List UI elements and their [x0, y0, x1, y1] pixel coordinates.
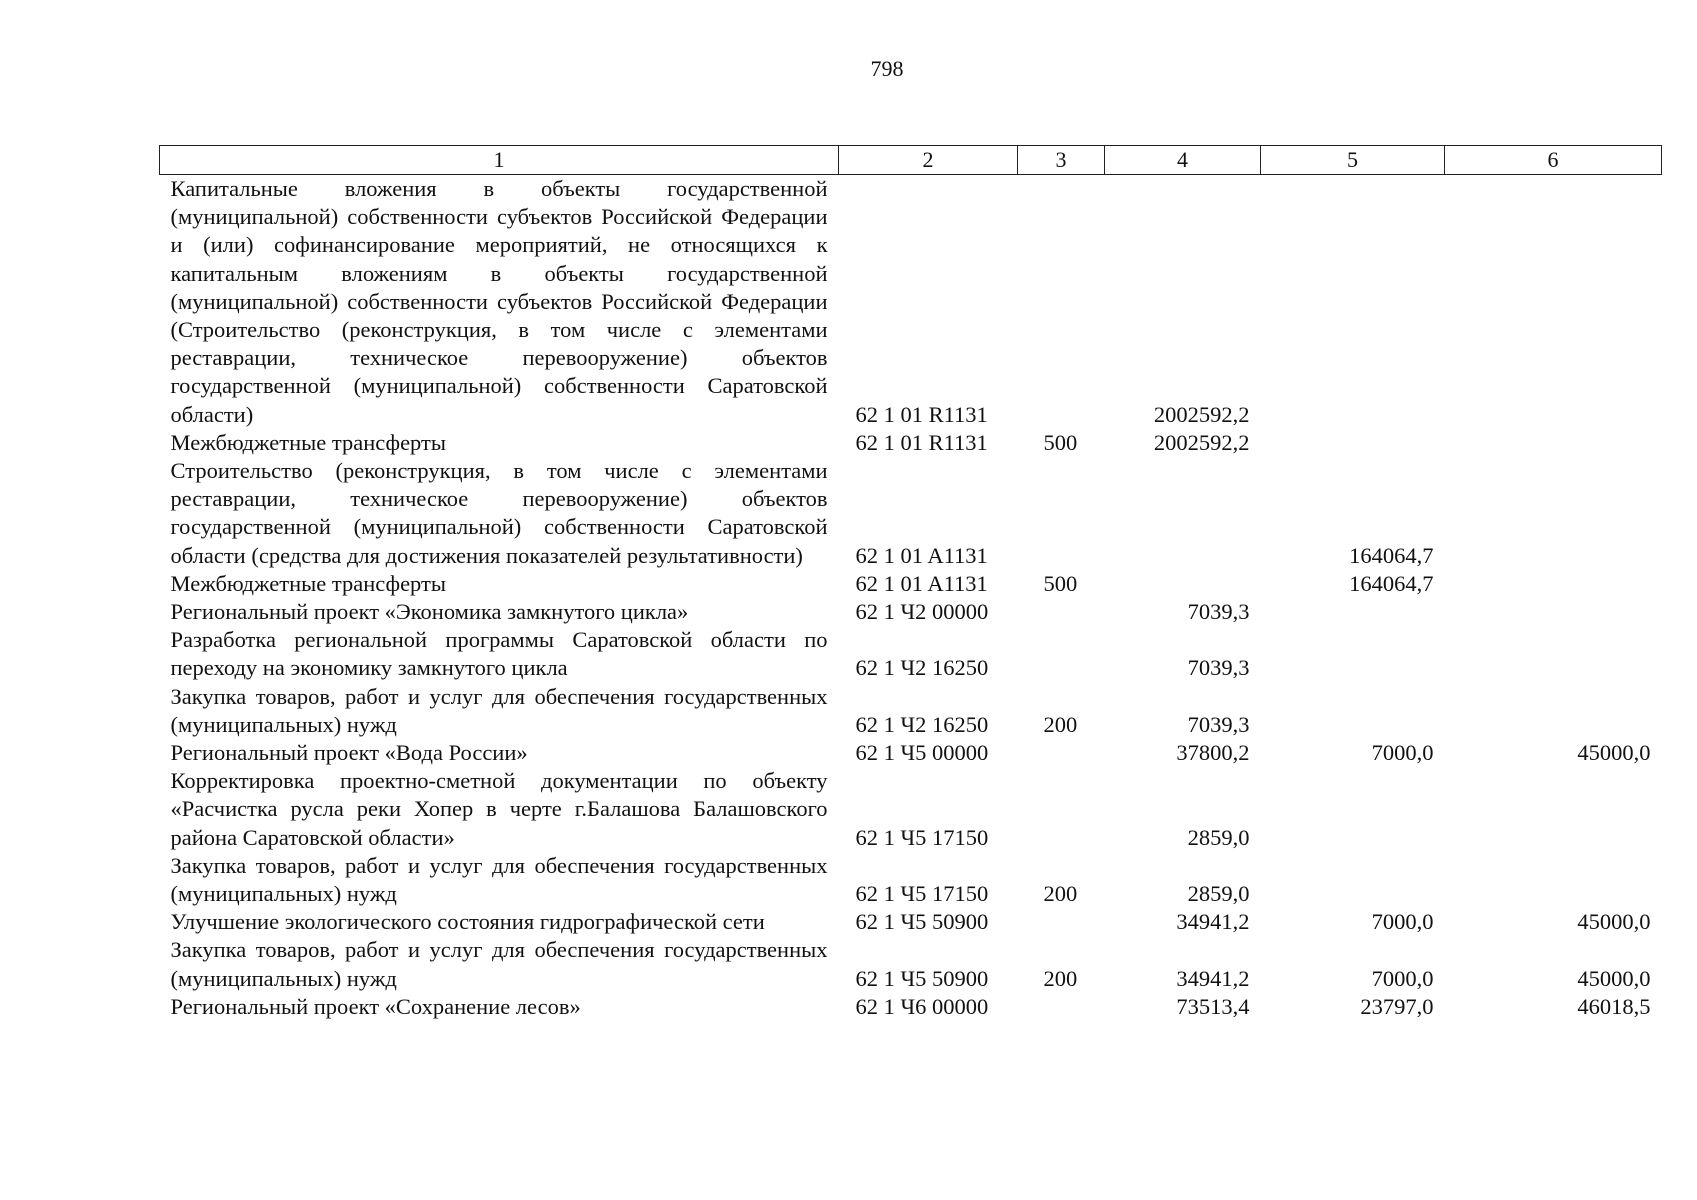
table-row	[160, 626, 1662, 682]
row-value-col-4: 2859,0	[1187, 824, 1250, 850]
page-number: 798	[870, 56, 904, 81]
row-name: Строительство (реконструкция, в том числе с элементами реставрации, техническое перевооружение) объектов государственной (муниципальной) собственности Саратовской области (средства для достижения показателей результативности)	[170, 458, 828, 568]
row-expense-type: 200	[1043, 881, 1078, 907]
table-body	[160, 175, 1662, 1022]
row-code: 62 1 Ч2 00000	[855, 599, 989, 625]
row-value-col-4: 7039,3	[1187, 655, 1250, 681]
row-name: Региональный проект «Сохранение лесов»	[170, 993, 581, 1019]
row-value-col-6	[1445, 767, 1662, 852]
row-value-col-6: 45000,0	[1577, 740, 1651, 766]
row-code: 62 1 01 R1131	[855, 429, 988, 455]
row-value-col-5: 164064,7	[1349, 542, 1434, 568]
row-value-col-5: 7000,0	[1371, 965, 1434, 991]
row-expense-type: 500	[1043, 429, 1078, 455]
row-expense-type	[1018, 457, 1105, 570]
row-code: 62 1 Ч5 17150	[855, 881, 989, 907]
row-value-col-4	[1105, 457, 1261, 570]
row-value-col-5	[1261, 175, 1445, 429]
header-row	[160, 146, 1662, 175]
row-name: Закупка товаров, работ и услуг для обеспечения государственных (муниципальных) нужд	[170, 683, 828, 737]
row-value-col-6: 46018,5	[1577, 993, 1651, 1019]
row-expense-type	[1018, 598, 1105, 626]
row-value-col-6	[1445, 175, 1662, 429]
row-name: Региональный проект «Вода России»	[170, 740, 528, 766]
row-value-col-5: 7000,0	[1371, 909, 1434, 935]
row-value-col-6: 45000,0	[1577, 965, 1651, 991]
table-row	[160, 175, 1662, 429]
row-expense-type: 500	[1043, 570, 1078, 596]
row-code: 62 1 Ч5 17150	[855, 824, 989, 850]
header-col-2: 2	[839, 146, 1018, 175]
table-row	[160, 936, 1662, 992]
table-header	[160, 146, 1662, 175]
row-value-col-6	[1445, 429, 1662, 457]
table-row	[160, 767, 1662, 852]
row-name: Капитальные вложения в объекты государственной (муниципальной) собственности субъектов Российской Федерации и (или) софинансирование мероприятий, не относящихся к капитальным вложениям в объекты государственной (муниципальной) собственности субъектов Российской Федерации (Строительство (реконструкция, в том числе с элементами реставрации, техническое перевооружение) объектов государственной (муниципальной) собственности Саратовской области)	[170, 176, 828, 427]
table-row	[160, 908, 1662, 936]
header-col-5: 5	[1261, 146, 1445, 175]
row-name: Закупка товаров, работ и услуг для обеспечения государственных (муниципальных) нужд	[170, 937, 828, 991]
row-value-col-5: 7000,0	[1371, 740, 1434, 766]
row-value-col-5	[1261, 852, 1445, 908]
row-value-col-4: 2002592,2	[1153, 401, 1250, 427]
row-expense-type	[1018, 626, 1105, 682]
row-value-col-5	[1261, 598, 1445, 626]
table-row	[160, 457, 1662, 570]
row-code: 62 1 Ч2 16250	[855, 655, 989, 681]
row-name: Межбюджетные трансферты	[170, 570, 446, 596]
table-row	[160, 739, 1662, 767]
row-expense-type	[1018, 739, 1105, 767]
row-value-col-4: 2002592,2	[1153, 429, 1250, 455]
header-col-3: 3	[1018, 146, 1105, 175]
row-value-col-5: 164064,7	[1349, 570, 1434, 596]
table-row	[160, 993, 1662, 1021]
row-expense-type	[1018, 993, 1105, 1021]
budget-table	[159, 145, 1662, 1021]
row-expense-type	[1018, 175, 1105, 429]
row-value-col-6	[1445, 683, 1662, 739]
row-value-col-6	[1445, 626, 1662, 682]
row-value-col-4	[1105, 570, 1261, 598]
row-value-col-6	[1445, 570, 1662, 598]
row-value-col-4: 7039,3	[1187, 599, 1250, 625]
row-expense-type	[1018, 908, 1105, 936]
row-value-col-4: 34941,2	[1176, 909, 1250, 935]
row-name: Межбюджетные трансферты	[170, 429, 446, 455]
header-col-1: 1	[160, 146, 839, 175]
row-expense-type: 200	[1043, 711, 1078, 737]
row-value-col-5	[1261, 683, 1445, 739]
header-col-6: 6	[1445, 146, 1662, 175]
row-value-col-6	[1445, 852, 1662, 908]
row-code: 62 1 Ч5 00000	[855, 740, 989, 766]
row-value-col-4: 34941,2	[1176, 965, 1250, 991]
row-value-col-5	[1261, 767, 1445, 852]
table-row	[160, 429, 1662, 457]
header-col-4: 4	[1105, 146, 1261, 175]
row-value-col-4: 2859,0	[1187, 881, 1250, 907]
row-value-col-4: 37800,2	[1176, 740, 1250, 766]
table-row	[160, 570, 1662, 598]
row-name: Закупка товаров, работ и услуг для обеспечения государственных (муниципальных) нужд	[170, 852, 828, 907]
row-code: 62 1 Ч5 50900	[855, 909, 989, 935]
row-code: 62 1 Ч6 00000	[855, 993, 989, 1019]
row-value-col-6	[1445, 598, 1662, 626]
row-expense-type	[1018, 767, 1105, 852]
row-code: 62 1 Ч2 16250	[855, 711, 989, 737]
row-code: 62 1 01 A1131	[855, 542, 988, 568]
row-value-col-4: 73513,4	[1176, 993, 1250, 1019]
row-value-col-4: 7039,3	[1187, 711, 1250, 737]
table-row	[160, 598, 1662, 626]
row-value-col-5	[1261, 626, 1445, 682]
row-value-col-6: 45000,0	[1577, 909, 1651, 935]
table-row	[160, 852, 1662, 908]
row-name: Региональный проект «Экономика замкнутого цикла»	[170, 599, 689, 625]
table-row	[160, 683, 1662, 739]
row-value-col-6	[1445, 457, 1662, 570]
row-expense-type: 200	[1043, 965, 1078, 991]
row-value-col-5: 23797,0	[1360, 993, 1434, 1019]
row-name: Разработка региональной программы Саратовской области по переходу на экономику замкнутого цикла	[170, 627, 828, 681]
row-value-col-5	[1261, 429, 1445, 457]
row-code: 62 1 Ч5 50900	[855, 965, 989, 991]
row-name: Корректировка проектно-сметной документации по объекту «Расчистка русла реки Хопер в черте г.Балашова Балашовского района Саратовской области»	[170, 768, 828, 850]
row-code: 62 1 01 R1131	[855, 401, 988, 427]
row-code: 62 1 01 A1131	[855, 570, 988, 596]
row-name: Улучшение экологического состояния гидрографической сети	[170, 909, 765, 935]
